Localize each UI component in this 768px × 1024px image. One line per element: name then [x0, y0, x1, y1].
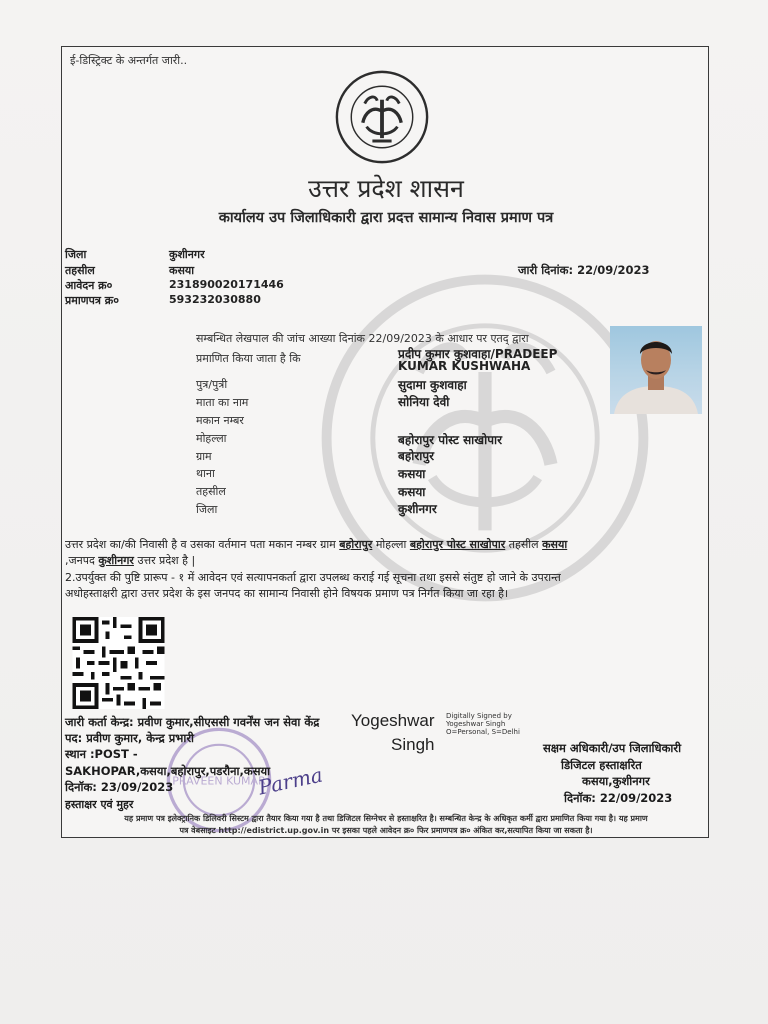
- meta-tehsil-label: तहसील: [65, 264, 95, 277]
- residence-line2: [65, 553, 195, 568]
- residence-line1: [65, 537, 567, 552]
- mohalla-label: मोहल्ला: [196, 432, 227, 445]
- meta-certificate-label: प्रमाणपत्र क्र०: [65, 294, 119, 307]
- qr-code-icon: [70, 617, 167, 709]
- tehsil-value: कसया: [398, 485, 426, 499]
- issuer-seal-label: हस्ताक्षर एवं मुहर: [65, 798, 134, 811]
- district-value: कुशीनगर: [398, 502, 437, 516]
- person-photo-icon: [610, 326, 702, 414]
- applicant-photo: [610, 326, 702, 414]
- mohalla-value: बहोरापुर पोस्ट साखोपार: [398, 433, 503, 447]
- authority-digital: डिजिटल हस्ताक्षरित: [561, 758, 642, 772]
- residence-mohalla: बहोरापुर पोस्ट साखोपार: [409, 538, 506, 551]
- residence-text: तहसील: [508, 538, 539, 551]
- village-label: ग्राम: [196, 450, 212, 463]
- residence-text: उत्तर प्रदेश है |: [137, 554, 196, 567]
- parent-label: पुत्र/पुत्री: [196, 378, 228, 391]
- mother-label: माता का नाम: [196, 396, 249, 409]
- footer-line1: यह प्रमाण पत्र इलेक्ट्रानिक डिलिवरी सिस्टम द्वारा तैयार किया गया है तथा डिजिटल सिग्नेचर से हस्ताक्षरित है। सम्बन्धित केन्द्र के अधिकृत कर्मी द्वारा प्रमाणित किया गया है। यह प्रमाण: [124, 814, 648, 823]
- confirmation-line2: अधोहस्ताक्षरी द्वारा उत्तर प्रदेश के इस जनपद का सामान्य निवासी होने विषयक प्रमाण पत्र निर्गत किया जा रहा है।: [65, 587, 509, 600]
- village-value: बहोरापुर: [398, 449, 435, 463]
- digital-signature-note3: O=Personal, S=Delhi: [446, 728, 520, 736]
- issuer-place-line1: स्थान :POST -: [65, 747, 138, 761]
- thana-value: कसया: [398, 467, 426, 481]
- page-subtitle: कार्यालय उप जिलाधिकारी द्वारा प्रदत्त सामान्य निवास प्रमाण पत्र: [218, 210, 554, 226]
- certificate-frame: [61, 46, 709, 838]
- meta-certificate-value: 593232030880: [169, 293, 261, 306]
- parent-value: सुदामा कुशवाहा: [398, 378, 467, 392]
- meta-district-value: कुशीनगर: [169, 248, 205, 261]
- district-label: जिला: [196, 503, 218, 516]
- header-note: ई-डिस्ट्रिक्ट के अन्तर्गत जारी..: [70, 54, 188, 67]
- confirmation-line1: 2.उपर्युक्त की पुष्टि प्रारूप - १ में आवेदन एवं सत्यापनकर्ता द्वारा उपलब्ध कराई गई सूचना तथा इससे संतुष्ट हो जाने के उपरान्त: [65, 571, 561, 584]
- authority-date: दिनॉक: 22/09/2023: [564, 791, 673, 805]
- digital-signer-name-line2: Singh: [391, 735, 435, 754]
- residence-tehsil: कसया: [542, 538, 568, 551]
- footer-line2: पत्र वेबसाइट http://edistrict.up.gov.in पर इसका पहले आवेदन क्र० फिर प्रमाणपत्र क्र० अंकित कर,सत्यापित किया जा सकता है।: [179, 826, 593, 835]
- issue-date: जारी दिनांक: 22/09/2023: [518, 263, 650, 277]
- mother-value: सोनिया देवी: [398, 395, 450, 409]
- intro-line: सम्बन्धित लेखपाल की जांच आख्या दिनांक 22/09/2023 के आधार पर एतद् द्वारा: [196, 332, 529, 345]
- issuer-post: पद: प्रवीण कुमार, केन्द्र प्रभारी: [65, 731, 195, 745]
- residence-text: ,जनपद: [65, 554, 95, 567]
- applicant-name-line1: प्रदीप कुमार कुशवाहा/PRADEEP: [398, 347, 558, 361]
- meta-application-label: आवेदन क्र०: [65, 279, 113, 292]
- issuer-center: जारी कर्ता केन्द्र: प्रवीण कुमार,सीएससी गवर्नेंस जन सेवा केंद्र: [65, 715, 320, 729]
- authority-title: सक्षम अधिकारी/उप जिलाधिकारी: [543, 741, 682, 755]
- digital-signature-note1: Digitally Signed by: [446, 712, 512, 720]
- tehsil-label: तहसील: [196, 485, 226, 498]
- certify-label: प्रमाणित किया जाता है कि: [196, 352, 301, 365]
- up-emblem-icon: [334, 69, 430, 165]
- issuer-date: दिनॉक: 23/09/2023: [65, 780, 174, 794]
- handwritten-signature: Parma: [256, 762, 325, 800]
- page-title: उत्तर प्रदेश शासन: [308, 174, 464, 203]
- house-label: मकान नम्बर: [196, 414, 244, 427]
- issuer-place-line2: SAKHOPAR,कसया,बहोरापुर,पडरौना,कसया: [65, 764, 271, 778]
- meta-district-label: जिला: [65, 248, 87, 261]
- digital-signature-note2: Yogeshwar Singh: [446, 720, 506, 728]
- residence-village: बहोरापुर: [339, 538, 373, 551]
- applicant-name-line2: KUMAR KUSHWAHA: [398, 359, 531, 373]
- meta-tehsil-value: कसया: [169, 264, 195, 277]
- digital-signer-name-line1: Yogeshwar: [351, 711, 435, 730]
- residence-text: उत्तर प्रदेश का/की निवासी है व उसका वर्तमान पता मकान नम्बर ग्राम: [65, 538, 336, 551]
- residence-district: कुशीनगर: [98, 554, 134, 567]
- meta-application-value: 231890020171446: [169, 278, 284, 291]
- residence-text: मोहल्ला: [375, 538, 407, 551]
- stamp-text: PRAVEEN KUMAR: [172, 774, 266, 788]
- thana-label: थाना: [196, 467, 215, 480]
- authority-place: कसया,कुशीनगर: [582, 774, 650, 788]
